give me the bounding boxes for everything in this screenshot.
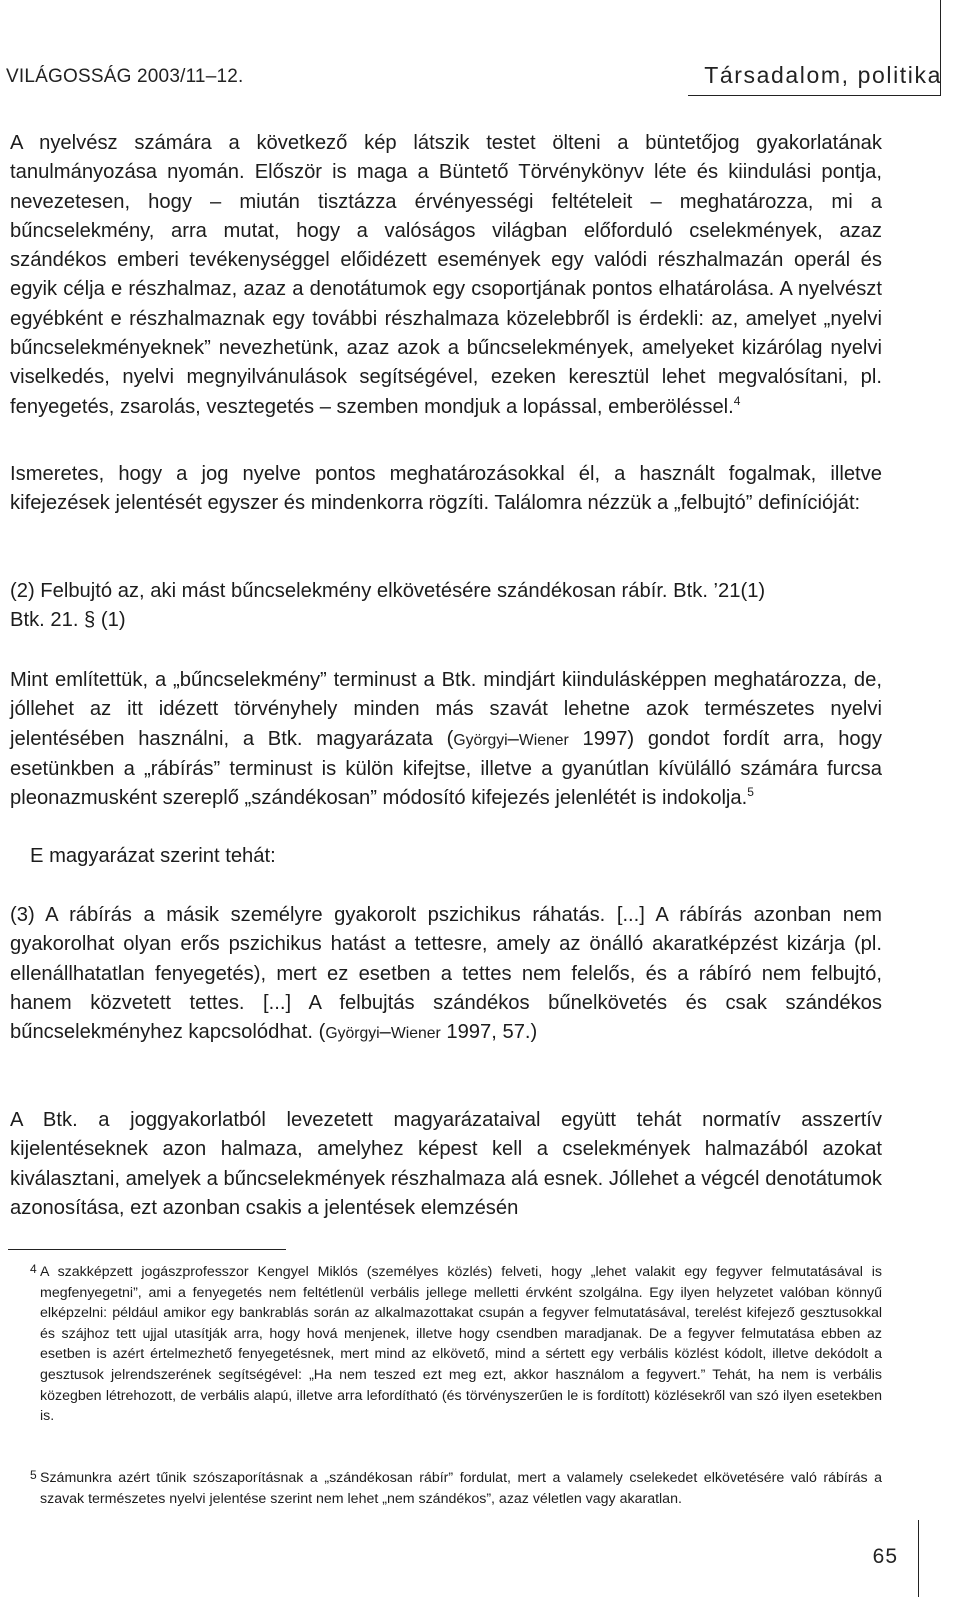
- footnote-ref-5[interactable]: 5: [747, 785, 754, 800]
- quote-author-gyorgyi: Györgyi: [325, 1025, 380, 1043]
- footnote-5: [30, 1468, 882, 1509]
- footnote-4-number: 4: [30, 1262, 37, 1276]
- header-edge-rule: [940, 0, 941, 96]
- footnote-ref-4[interactable]: 4: [733, 393, 741, 408]
- footnote-4: [30, 1262, 882, 1427]
- section-title-header: Társadalom, politika: [704, 62, 942, 88]
- footnote-5-number: 5: [30, 1468, 37, 1482]
- quote-rabiras: (3) A rábírás a másik személyre gyakorolt pszichikus ráhatás. [...] A rábírás azonban nem gyakorolhat olyan erős pszichikus hatást a tettesre, amely az önálló akaratképzést kizárja (pl. ellenállhatatlan fenyegetés), mert ez esetben a tettes nem felelős, és a rábíró nem felbujtó, hanem közvetett tettes. [...] A felbujtás szándékos bűnelkövetés és csak szándékos bűncselekményhez kapcsolódhat. (Györgyi–Wiener 1997, 57.): [10, 904, 882, 1044]
- footnote-separator: [8, 1249, 286, 1250]
- footnote-5-text: Számunkra azért tűnik szószaporításnak a „szándékosan rábír” fordulat, mert a valamely cselekedet elkövetésére való rábírás a szavak természetes nyelvi jelentése szerint nem lehet „nem szándékos”, azaz véletlen vagy akaratlan.: [40, 1470, 882, 1507]
- quote-definition: [10, 577, 882, 636]
- footnote-4-text: A szakképzett jogászprofesszor Kengyel Miklós (személyes közlés) felveti, hogy „lehet valakit egy fegyver felmutatásával is megfenyegetni”, ami a fenyegetés nem feltétlenül verbális jellege melletti érvként szolgálna. Egy ilyen helyzetet valóban könnyű elképzelni: például amikor egy bankrablás során az alkalmazottakat csupán a fegyver felmutatásával, terelést kifejező gesztusokkal és szájhoz tett ujjal utasítják arra, hogy hová menjenek, illetve hogy csendben maradjanak. De a fegyver felmutatása ebben az esetben is azért értelmezhető fenyegetésnek, mert mind az elkövető, mind a sértett egy verbális közlést kódolt, illetve dekódolt a gesztusok jelrendszerének segítségével: „Ha nem teszed ezt meg ezt, akkor használom a fegyvert.” Tehát, ha nem is verbális közegben létrehozott, de verbális alapú, illetve arra lefordítható (és törvényszerűen le is fordított) közlésekről van szó ilyen esetekben is.: [40, 1264, 882, 1425]
- page-number-edge-rule: [918, 1520, 919, 1597]
- paragraph-btk-normative: A Btk. a joggyakorlatból levezetett magyarázataival együtt tehát normatív asszertív kijelentéseknek azon halmaza, amelyhez képest kell a cselekmények halmazából azokat kiválasztani, amelyek a bűncselekmények részhalmaza alá esnek. Jóllehet a végcél denotátumok azonosítása, ezt azonban csakis a jelentések elemzésén: [10, 1109, 882, 1219]
- journal-issue-header: VILÁGOSSÁG 2003/11–12.: [6, 66, 244, 87]
- quote-definition-line-2: Btk. 21. § (1): [10, 609, 126, 632]
- header-underline: [688, 95, 941, 96]
- paragraph-intro-quote: E magyarázat szerint tehát:: [30, 845, 276, 867]
- author-name-gyorgyi: Györgyi: [453, 731, 508, 749]
- paragraph-legal-language: Ismeretes, hogy a jog nyelve pontos meghatározásokkal él, a használt fogalmak, illetve kifejezések jelentését egyszer és mindenkorra rögzíti. Találomra nézzük a „felbujtó” definícióját:: [10, 463, 882, 515]
- quote-author-wiener: Wiener: [390, 1025, 441, 1043]
- paragraph-btk-explanation: Mint említettük, a „bűncselekmény” terminust a Btk. mindjárt kiindulásképpen meghatározza, de, jóllehet az itt idézett törvényhely minden más szavát lehetne azok természetes nyelvi jelentésében használni, a Btk. magyarázata (Györgyi–Wiener 1997) gondot fordít arra, hogy esetünkben a „rábírás” terminust is külön kifejtse, illetve a gyanútlan kívülálló számára furcsa pleonazmusként szereplő „szándékosan” módosító kifejezés jelenlétét is indokolja.$^5$: [10, 669, 882, 810]
- author-name-wiener: Wiener: [518, 731, 569, 749]
- page-number: 65: [872, 1545, 898, 1568]
- quote-definition-line-1: (2) Felbujtó az, aki mást bűncselekmény elkövetésére szándékosan rábír. Btk. ’21(1): [10, 580, 766, 602]
- paragraph-linguistic-crimes: A nyelvész számára a következő kép látszik testet ölteni a büntetőjog gyakorlatának tanulmányozása nyomán. Először is maga a Büntető Törvénykönyv léte és kiindulási pontja, nevezetesen, hogy – miután tisztázza érvényességi feltételeit – meghatározza, mi a bűncselekmény, arra mutat, hogy a valóságos világban előforduló cselekmények, azaz szándékos emberi tevékenységgel előidézett események egy valódi részhalmazán operál és egyik célja e részhalmaz, azaz a denotátumok egy csoportjának pontos elhatárolása. A nyelvészt egyébként e részhalmaznak egy további részhalmaza közelebbről is érdekli: az, amelyet „nyelvi bűncselekményeknek” nevezhetünk, azaz azok a bűncselekmények, amelyeket kizárólag nyelvi viselkedés, nyelvi megnyilvánulások segítségével, ezeken keresztül lehet megvalósítani, pl. fenyegetés, zsarolás, vesztegetés – szemben mondjuk a lopással, emberöléssel.$^4$: [10, 132, 882, 418]
